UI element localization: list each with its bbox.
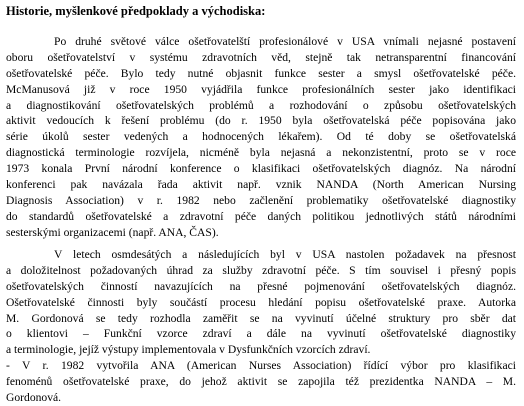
- section-heading: Historie, myšlenkové předpoklady a východiska:: [6, 4, 266, 18]
- text-line: diagnostická terminologie rozvíjela, nicméně byla nejasná a nekonzistentní, proto se v roce: [6, 146, 516, 160]
- text-line: a diagnostikování ošetřovatelských problémů a rozhodování o způsobu ošetřovatelských: [6, 98, 516, 112]
- text-line: a doložitelnost požadovaných úhrad za služby zdravotní péče. S tím souvisel i přesný popis: [6, 263, 516, 277]
- text-line: aktivit vedoucích k řešení problému (do r. 1950 byla ošetřovatelská péče popisována jako: [6, 114, 516, 128]
- text-line: Po druhé světové válce ošetřovatelští profesionálové v USA vnímali nejasné postavení: [54, 35, 516, 48]
- text-line: fenoménů ošetřovatelské praxe, do jehož aktivit se zapojila též prezidentka NANDA – M.: [6, 375, 516, 389]
- text-line: ošetřovatelských činností navazujících na přesné pojmenování ošetřovatelských diagnóz.: [6, 279, 516, 293]
- text-line: konferenci pak navázala řada aktivit např. vznik NANDA (North American Nursing: [6, 178, 516, 192]
- text-line: o klientovi – Funkční vzorce zdraví a dále na vyvinutí ošetřovatelské diagnostiky: [6, 327, 516, 341]
- text-line: do standardů ošetřovatelské a zdravotní péče daných politikou jednotlivých států národními: [6, 209, 516, 223]
- text-line: a terminologie, jejíž výstupy implementovala v Dysfunkčních vzorcích zdraví.: [6, 343, 371, 357]
- text-line: Gordonová.: [6, 391, 62, 405]
- text-line: 1973 konala První národní konference o klasifikaci ošetřovatelských diagnóz. Na národní: [6, 162, 516, 176]
- text-line: oboru ošetřovatelství v systému zdravotních věd, stejně tak netransparentní financování: [6, 50, 516, 64]
- text-line: ošetřovatelské péče. Bylo tedy nutné objasnit funkce sester a smysl ošetřovatelské péče.: [6, 66, 516, 80]
- text-line: McManusová již v roce 1950 vyjádřila funkce profesionálních sester jako identifikaci: [6, 82, 516, 96]
- text-line: série úkolů sester vedených a hodnocených lékařem). Od té doby se ošetřovatelská: [6, 130, 516, 144]
- text-line: V letech osmdesátých a následujících byl v USA nastolen požadavek na přesnost: [54, 248, 516, 261]
- text-line: sesterskými organizacemi (např. ANA, ČAS).: [6, 225, 219, 239]
- text-line: Ošetřovatelské činnosti byly součástí procesu hledání popisu ošetřovatelské praxe. Autorka: [6, 295, 516, 309]
- text-line: M. Gordonová se tedy rozhodla zaměřit se na vyvinutí účelné struktury pro sběr dat: [6, 311, 516, 325]
- text-line: Diagnosis Association) v r. 1982 nebo začlenění problematiky ošetřovatelské diagnostiky: [6, 193, 516, 207]
- paragraph-history: [6, 34, 516, 241]
- paragraph-eighties: [6, 247, 516, 406]
- text-line: - V r. 1982 vytvořila ANA (American Nurses Association) řídící výbor pro klasifikaci: [6, 359, 516, 373]
